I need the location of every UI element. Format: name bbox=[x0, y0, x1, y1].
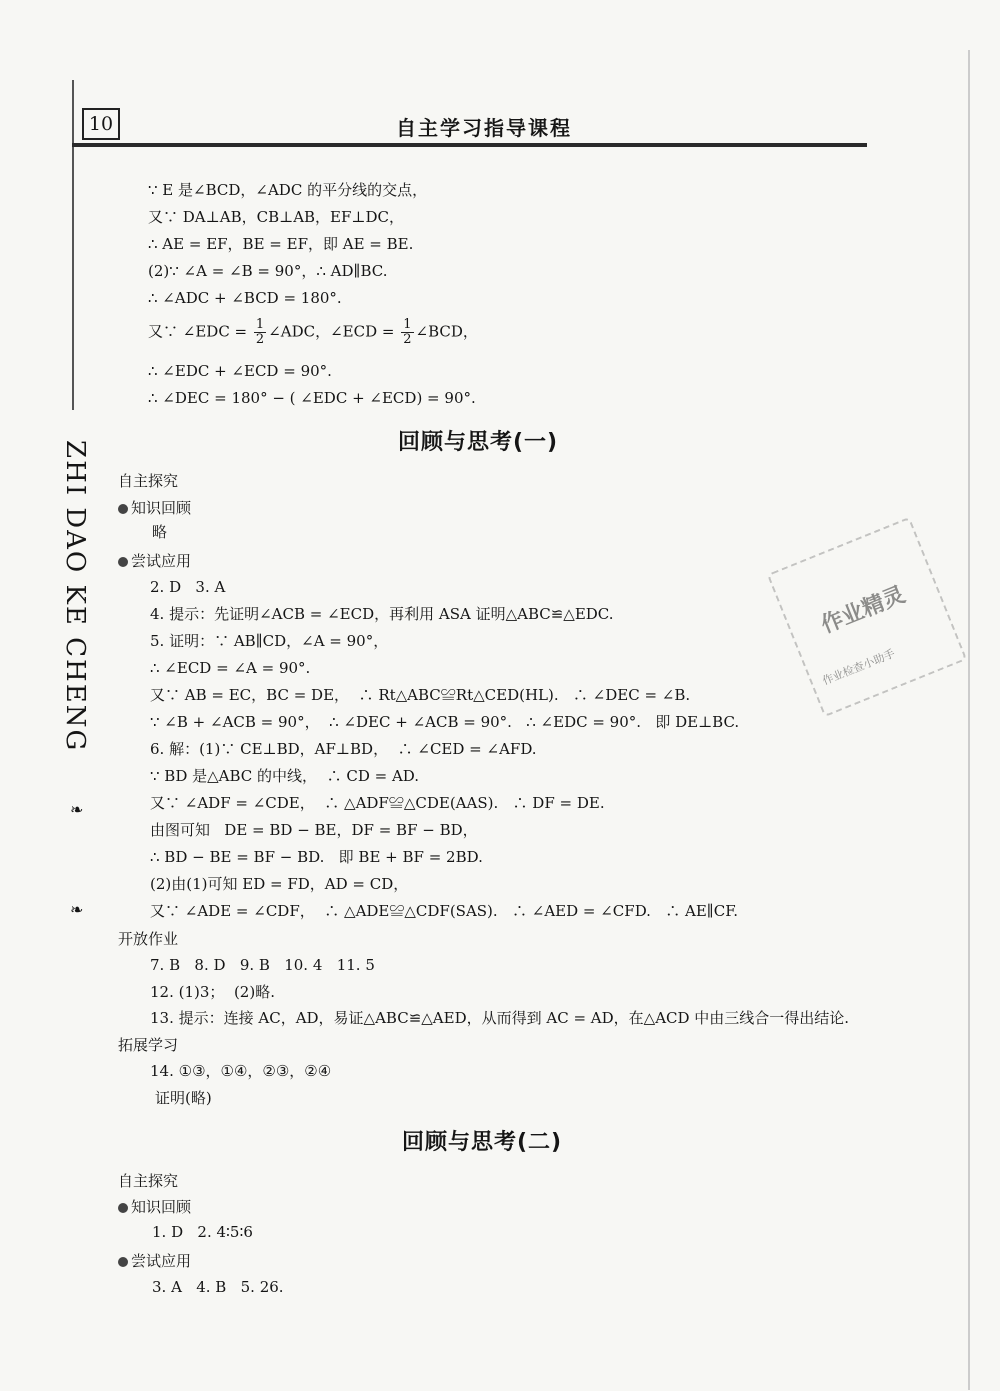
answer-line: 5. 证明：∵ AB∥CD，∠A = 90°， bbox=[150, 632, 389, 650]
proof-line: ∴ ∠DEC = 180° − ( ∠EDC + ∠ECD) = 90°. bbox=[148, 389, 476, 407]
frac-prefix: 又∵ ∠EDC = bbox=[148, 322, 252, 341]
section-title: 回顾与思考(二) bbox=[402, 1130, 563, 1155]
answer-line: 2. D 3. A bbox=[150, 578, 226, 596]
proof-line: ∵ E 是∠BCD，∠ADC 的平分线的交点， bbox=[148, 181, 428, 199]
answer-line: ∴ BD − BE = BF − BD. 即 BE + BF = 2BD. bbox=[150, 848, 483, 866]
answer-line: 由图可知 DE = BD − BE，DF = BF − BD， bbox=[150, 821, 478, 839]
bullet-heading: 尝试应用 bbox=[118, 1250, 191, 1271]
section-title: 回顾与思考(一) bbox=[398, 430, 559, 455]
header-rule bbox=[72, 143, 867, 147]
watermark-stamp bbox=[767, 517, 967, 717]
answer-line: 6. 解：(1)∵ CE⊥BD，AF⊥BD， ∴ ∠CED = ∠AFD. bbox=[150, 740, 537, 758]
frac-suffix: ∠BCD， bbox=[415, 322, 478, 341]
answer-line: 12. (1)3； (2)略. bbox=[150, 983, 275, 1001]
spine-mark: ❧ bbox=[70, 900, 84, 919]
answer-line: 13. 提示：连接 AC，AD，易证△ABC≌△AED，从而得到 AC = AD，在△ACD 中由三线合一得出结论. bbox=[150, 1009, 850, 1027]
answer-line: ∴ ∠ECD = ∠A = 90°. bbox=[150, 659, 311, 677]
frac-mid: ∠ADC，∠ECD = bbox=[268, 322, 400, 341]
header-title: 自主学习指导课程 bbox=[396, 116, 572, 140]
page-edge bbox=[968, 50, 970, 1390]
answer-line: ∵ ∠B + ∠ACB = 90°， ∴ ∠DEC + ∠ACB = 90°. ∴ ∠EDC = 90°. 即 DE⊥BC. bbox=[150, 713, 740, 731]
answer-line: 证明(略) bbox=[155, 1089, 212, 1107]
bullet-heading: 知识回顾 bbox=[118, 497, 191, 518]
page-number: 10 bbox=[82, 108, 120, 140]
bullet-heading: 尝试应用 bbox=[118, 550, 191, 571]
answer-line: 又∵ ∠ADE = ∠CDF， ∴ △ADE≌△CDF(SAS). ∴ ∠AED = ∠CFD. ∴ AE∥CF. bbox=[150, 902, 739, 920]
proof-line-fraction bbox=[148, 318, 478, 347]
answer-line: 又∵ ∠ADF = ∠CDE， ∴ △ADF≌△CDE(AAS). ∴ DF = DE. bbox=[150, 794, 605, 812]
subsection-heading: 开放作业 bbox=[118, 930, 179, 948]
subsection-heading: 自主探究 bbox=[118, 472, 179, 490]
proof-line: (2)∵ ∠A = ∠B = 90°，∴ AD∥BC. bbox=[148, 262, 388, 280]
answer-line: 又∵ AB = EC，BC = DE， ∴ Rt△ABC≌Rt△CED(HL). ∴ ∠DEC = ∠B. bbox=[150, 686, 691, 704]
proof-line: ∴ ∠ADC + ∠BCD = 180°. bbox=[148, 289, 342, 307]
bullet-heading: 知识回顾 bbox=[118, 1196, 191, 1217]
proof-line: ∴ ∠EDC + ∠ECD = 90°. bbox=[148, 362, 332, 380]
answer-line: ∵ BD 是△ABC 的中线， ∴ CD = AD. bbox=[150, 767, 420, 785]
proof-line: ∴ AE = EF，BE = EF，即 AE = BE. bbox=[148, 235, 414, 253]
subsection-heading: 自主探究 bbox=[118, 1172, 179, 1190]
answer-line: (2)由(1)可知 ED = FD，AD = CD， bbox=[150, 875, 409, 893]
proof-line: 又∵ DA⊥AB，CB⊥AB，EF⊥DC， bbox=[148, 208, 405, 226]
subsection-heading: 拓展学习 bbox=[118, 1036, 179, 1054]
stamp-subtitle: 作业检查小助手 bbox=[820, 646, 897, 688]
spine-mark: ❧ bbox=[70, 800, 84, 819]
answer-line: 3. A 4. B 5. 26. bbox=[152, 1278, 284, 1296]
answer-line: 7. B 8. D 9. B 10. 4 11. 5 bbox=[150, 956, 375, 974]
answer-line: 4. 提示：先证明∠ACB = ∠ECD，再利用 ASA 证明△ABC≌△EDC. bbox=[150, 605, 614, 623]
fraction: $\frac{1}{2}$ bbox=[255, 317, 265, 347]
margin-rule bbox=[72, 80, 74, 410]
stamp-title: 作业精灵 bbox=[817, 582, 909, 639]
answer-line: 14. ①③，①④，②③，②④ bbox=[150, 1062, 332, 1080]
fraction: $\frac{1}{2}$ bbox=[403, 317, 412, 347]
answer-line: 1. D 2. 4∶5∶6 bbox=[152, 1223, 253, 1241]
spine-text: ZHI DAO KE CHENG bbox=[60, 440, 90, 753]
answer-line: 略 bbox=[152, 523, 168, 541]
